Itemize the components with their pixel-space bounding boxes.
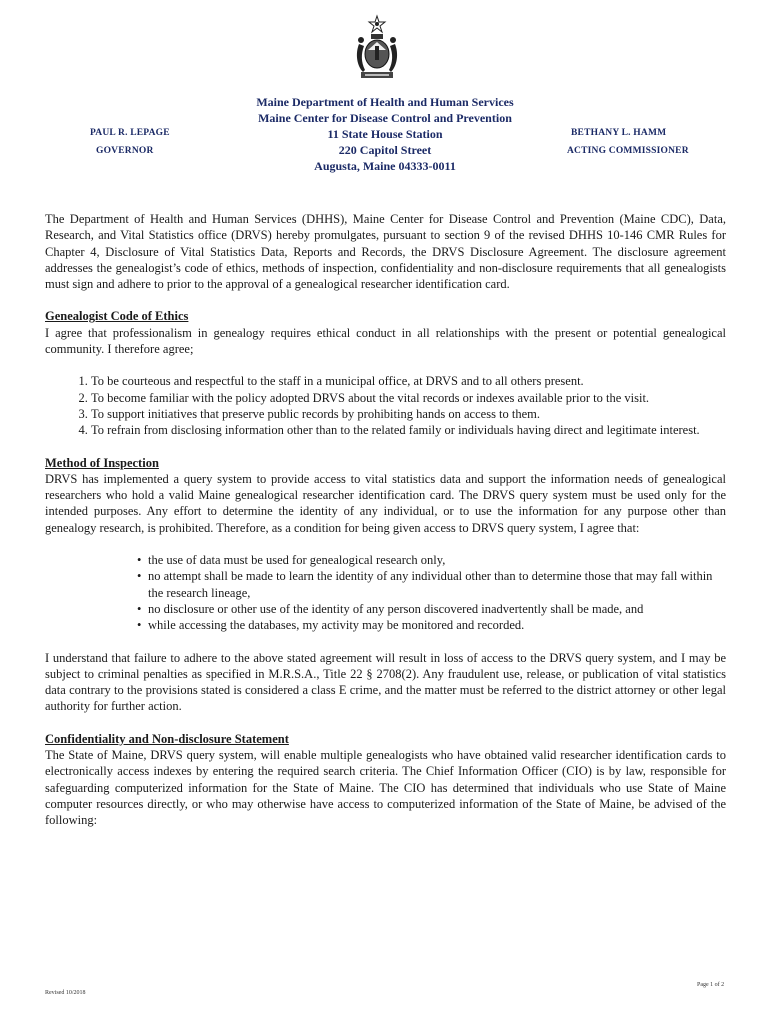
confidentiality-paragraph: The State of Maine, DRVS query system, will enable multiple genealogists who have obtained valid researcher identification cards to electronically access indexes by entering the required search criteria. The Chief Information Officer (CIO) is by law, responsible for safeguarding computerized information for the State of Maine. The CIO has determined that individuals who use State of Maine computer resources directly, or who may otherwise have access to computerized information of the State of Maine, be advised of the following: bbox=[45, 748, 726, 828]
commissioner-block bbox=[567, 124, 689, 160]
inspection-heading: Method of Inspection bbox=[45, 455, 159, 470]
revision-date: Revised 10/2018 bbox=[45, 990, 86, 996]
agency-address-block bbox=[235, 94, 535, 174]
agency-city: Augusta, Maine 04333-0011 bbox=[314, 159, 456, 173]
governor-title: GOVERNOR bbox=[96, 146, 154, 156]
confidentiality-heading: Confidentiality and Non-disclosure Statement bbox=[45, 731, 289, 746]
state-seal-logo bbox=[351, 14, 403, 84]
list-item: • no attempt shall be made to learn the identity of any individual other than to determine those that may fall within the research lineage, bbox=[137, 568, 726, 601]
inspection-bullets bbox=[45, 552, 726, 633]
agency-division: Maine Center for Disease Control and Prevention bbox=[258, 111, 512, 125]
ethics-list bbox=[45, 373, 726, 438]
commissioner-title: ACTING COMMISSIONER bbox=[567, 146, 689, 156]
agency-station: 11 State House Station bbox=[327, 127, 443, 141]
list-item: 2. To become familiar with the policy adopted DRVS about the vital records or indexes available prior to the visit. bbox=[91, 390, 726, 406]
document-body bbox=[45, 211, 726, 829]
ethics-intro: I agree that professionalism in genealogy requires ethical conduct in all relationships with the present or potential genealogical community. I therefore agree; bbox=[45, 325, 726, 357]
inspection-paragraph: DRVS has implemented a query system to provide access to vital statistics data and support the information needs of genealogical researchers who hold a valid Maine genealogical researcher identification card. The DRVS query system must be used only for the intended purposes. Any effort to determine the identity of any individual, or to use the information for any purpose other than genealogy research, is prohibited. Therefore, as a condition for being given access to DRVS query system, I agree that: bbox=[45, 471, 726, 535]
penalty-paragraph: I understand that failure to adhere to the above stated agreement will result in loss of access to the DRVS query system, and I may be subject to criminal penalties as specified in M.R.S.A., Title 22 § 2708(2). Any fraudulent use, release, or publication of vital statistics data contrary to the provisions stated is considered a class E crime, and the matter must be referred to the district attorney or other legal authority for further action. bbox=[45, 650, 726, 714]
page-number: Page 1 of 2 bbox=[697, 982, 725, 988]
list-item: 4. To refrain from disclosing information other than to the related family or individuals having direct and legitimate interest. bbox=[91, 422, 726, 438]
agency-name: Maine Department of Health and Human Services bbox=[256, 95, 514, 109]
intro-paragraph: The Department of Health and Human Services (DHHS), Maine Center for Disease Control and Prevention (Maine CDC), Data, Research, and Vital Statistics office (DRVS) hereby promulgates, pursuant to section 9 of the revised DHHS 10-146 CMR Rules for Chapter 4, Disclosure of Vital Statistics Data, Reports and Records, the DRVS Disclosure Agreement. The disclosure agreement addresses the genealogist’s code of ethics, methods of inspection, confidentiality and non-disclosure requirements that all genealogists must sign and adhere to prior to the approval of a genealogical researcher identification card. bbox=[45, 212, 726, 292]
list-item: • no disclosure or other use of the identity of any person discovered inadvertently shall be made, and bbox=[137, 601, 726, 617]
list-item: • the use of data must be used for genealogical research only, bbox=[137, 552, 726, 568]
governor-block bbox=[90, 124, 170, 160]
list-item: 3. To support initiatives that preserve public records by prohibiting hands on access to them. bbox=[91, 406, 726, 422]
list-item: • while accessing the databases, my activity may be monitored and recorded. bbox=[137, 617, 726, 633]
governor-name: PAUL R. LEPAGE bbox=[90, 128, 170, 138]
commissioner-name: BETHANY L. HAMM bbox=[571, 128, 667, 138]
list-item: 1. To be courteous and respectful to the staff in a municipal office, at DRVS and to all others present. bbox=[91, 373, 726, 389]
agency-street: 220 Capitol Street bbox=[338, 143, 432, 157]
ethics-heading: Genealogist Code of Ethics bbox=[45, 309, 189, 324]
